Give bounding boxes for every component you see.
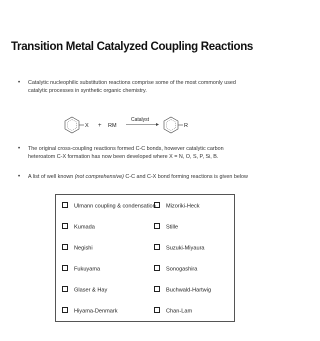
reaction-item: Hiyama-Denmark [62, 307, 118, 315]
reaction-item: Negishi [62, 244, 93, 252]
leaving-group-label: X [85, 123, 89, 129]
reaction-item: Mizoriki-Heck [154, 202, 200, 210]
bullet-intro [18, 80, 248, 95]
product-group-label: R [184, 123, 188, 129]
reaction-item: Suzuki-Miyaura [154, 244, 205, 252]
bullet-marker: • [18, 80, 21, 86]
checkbox-icon [154, 265, 160, 271]
benzene-ring-right-inner [167, 120, 176, 131]
bullet-text-italic: (not comprehensive) [74, 174, 124, 180]
bullet-text: The original cross-coupling reactions formed C-C bonds, however catalytic carbon heteroatom C-X formation has now been developed where X = N, O, S, P, Si, B. [28, 146, 224, 160]
checkbox-icon [62, 265, 68, 271]
catalyst-label: Catalyst [131, 117, 150, 123]
reaction-item: Chan-Lam [154, 307, 192, 315]
benzene-ring-left-inner [68, 120, 77, 131]
checkbox-icon [62, 223, 68, 229]
reaction-item: Ulmann coupling & condensation [62, 202, 156, 210]
checkbox-icon [62, 307, 68, 313]
bullet-text-before: A list of well known [28, 174, 75, 180]
bullet-text: Catalytic nucleophilic substitution reactions comprise some of the most commonly used catalytic processes in synthetic organic chemistry. [28, 80, 236, 94]
bullet-list-intro [18, 174, 248, 182]
checkbox-icon [154, 244, 160, 250]
bullet-text-after: C-C and C-X bond forming reactions is given below [123, 174, 248, 180]
checkbox-icon [62, 244, 68, 250]
checkbox-icon [154, 202, 160, 208]
reaction-item: Kumada [62, 223, 95, 231]
bullet-marker: • [18, 174, 21, 180]
reagent-label: RM [108, 123, 117, 129]
checkbox-icon [154, 286, 160, 292]
plus-sign: + [98, 123, 102, 129]
checkbox-icon [154, 223, 160, 229]
reaction-item: Glaser & Hay [62, 286, 107, 294]
reaction-item: Stille [154, 223, 178, 231]
reactions-table [55, 194, 235, 322]
checkbox-icon [62, 202, 68, 208]
page-title: Transition Metal Catalyzed Coupling Reactions [10, 41, 254, 53]
checkbox-icon [154, 307, 160, 313]
reaction-scheme [60, 112, 210, 138]
bullet-cross-coupling [18, 146, 248, 161]
arrow-head [156, 123, 159, 126]
reaction-item: Buchwald-Hartwig [154, 286, 211, 294]
checkbox-icon [62, 286, 68, 292]
reaction-item: Fukuyama [62, 265, 100, 273]
bullet-marker: • [18, 146, 21, 152]
reaction-item: Sonogashira [154, 265, 197, 273]
